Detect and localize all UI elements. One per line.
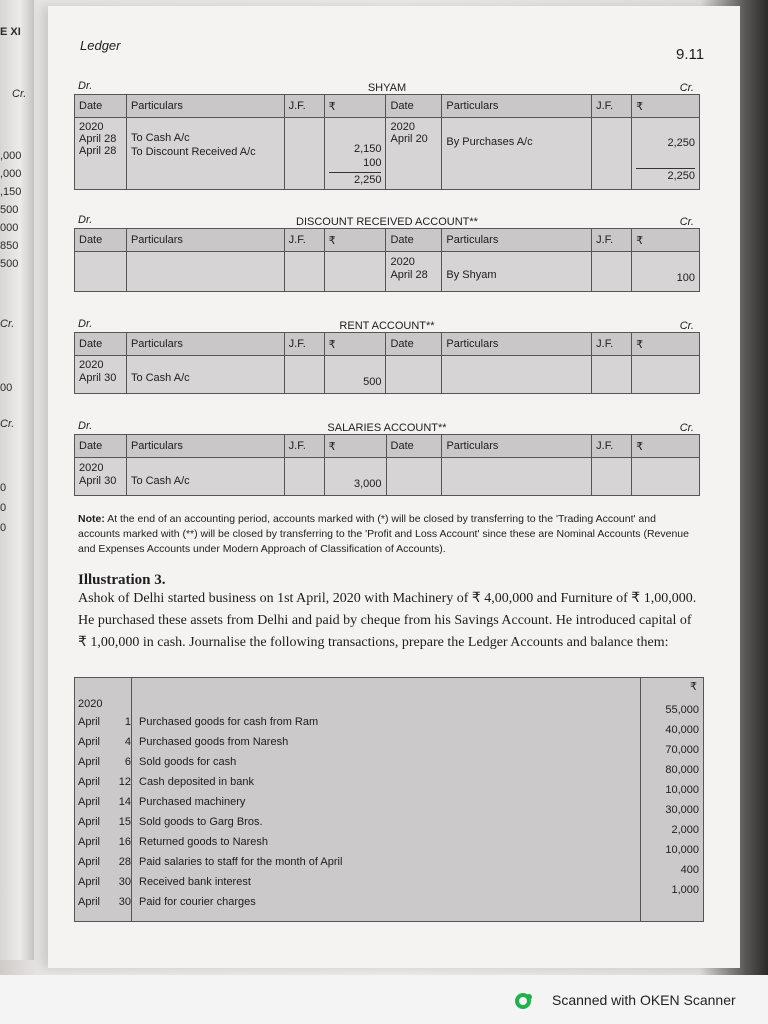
cr-label: Cr.	[679, 216, 694, 228]
transaction-month: April	[78, 896, 101, 908]
margin-text: 850	[0, 240, 19, 252]
transaction-day: 4	[124, 736, 131, 748]
col-amount: ₹	[632, 229, 700, 252]
transaction-amount: 55,000	[665, 704, 699, 716]
day: 30	[104, 475, 117, 487]
col-particulars: Particulars	[442, 95, 592, 118]
day: 28	[415, 269, 428, 281]
rupee-header: ₹	[690, 681, 697, 693]
entry-amount: 2,250	[667, 137, 695, 149]
col-amount: ₹	[632, 333, 700, 356]
transaction-particulars: Purchased machinery	[139, 796, 246, 808]
transaction-particulars: Sold goods to Garg Bros.	[139, 816, 263, 828]
margin-text: 00	[0, 382, 13, 394]
col-amount: ₹	[324, 435, 386, 458]
salaries-account	[74, 418, 700, 496]
col-jf: J.F.	[592, 229, 632, 252]
col-date: Date	[75, 95, 127, 118]
transaction-particulars: Paid salaries to staff for the month of April	[139, 856, 343, 868]
col-particulars: Particulars	[442, 229, 592, 252]
ledger-table	[74, 228, 700, 292]
year: 2020	[390, 121, 415, 133]
transaction-row	[75, 764, 703, 792]
entry-amount: 500	[363, 376, 382, 388]
col-date: Date	[75, 229, 127, 252]
account-title: RENT ACCOUNT**	[339, 320, 435, 332]
margin-text: 000	[0, 222, 19, 234]
col-jf: J.F.	[284, 435, 324, 458]
transaction-month: April	[78, 756, 101, 768]
transaction-row	[75, 784, 703, 812]
transaction-day: 16	[118, 836, 131, 848]
note-label: Note:	[78, 513, 105, 525]
col-date: Date	[386, 435, 442, 458]
transaction-month: April	[78, 836, 101, 848]
transaction-particulars: Returned goods to Naresh	[139, 836, 269, 848]
previous-page-edge	[0, 0, 34, 960]
rent-account	[74, 316, 700, 394]
transaction-day: 1	[124, 716, 131, 728]
col-particulars: Particulars	[126, 333, 284, 356]
margin-text: ,000	[0, 150, 22, 162]
transaction-month: April	[78, 776, 101, 788]
col-date: Date	[386, 95, 442, 118]
year: 2020	[79, 462, 104, 474]
year: 2020	[78, 698, 103, 710]
transaction-amount: 10,000	[665, 784, 699, 796]
month: April	[79, 133, 102, 145]
col-particulars: Particulars	[126, 435, 284, 458]
transaction-amount: 400	[680, 864, 699, 876]
entry-particulars: To Discount Received A/c	[130, 146, 256, 158]
transaction-amount: 70,000	[665, 744, 699, 756]
transaction-amount: 40,000	[665, 724, 699, 736]
transaction-particulars: Purchased goods for cash from Ram	[139, 716, 319, 728]
transaction-month: April	[78, 816, 101, 828]
ledger-table	[74, 332, 700, 394]
month: April	[79, 475, 102, 487]
margin-text: Cr.	[12, 88, 27, 100]
col-date: Date	[386, 229, 442, 252]
col-date: Date	[75, 333, 127, 356]
running-header: Ledger	[80, 38, 121, 53]
col-amount: ₹	[324, 229, 386, 252]
entry-particulars: By Shyam	[446, 269, 497, 281]
transaction-amount: 80,000	[665, 764, 699, 776]
cr-label: Cr.	[679, 320, 694, 332]
margin-text: 500	[0, 204, 19, 216]
transaction-row	[75, 844, 703, 872]
col-particulars: Particulars	[126, 229, 284, 252]
day: 20	[415, 133, 428, 145]
transaction-amount: 10,000	[665, 844, 699, 856]
transaction-particulars: Cash deposited in bank	[139, 776, 254, 788]
col-date: Date	[386, 333, 442, 356]
col-date: Date	[75, 435, 127, 458]
dr-label: Dr.	[78, 214, 93, 226]
day: 28	[104, 133, 117, 145]
margin-text: ,150	[0, 186, 22, 198]
dr-label: Dr.	[78, 80, 93, 92]
transaction-day: 6	[124, 756, 131, 768]
transaction-month: April	[78, 856, 101, 868]
col-jf: J.F.	[284, 333, 324, 356]
col-jf: J.F.	[592, 95, 632, 118]
month: April	[390, 269, 413, 281]
day: 28	[104, 145, 117, 157]
margin-text: 0	[0, 482, 7, 494]
entry-particulars: To Cash A/c	[130, 372, 190, 384]
transaction-row	[75, 744, 703, 772]
col-particulars: Particulars	[126, 95, 284, 118]
col-jf: J.F.	[284, 229, 324, 252]
transaction-day: 30	[118, 896, 131, 908]
col-amount: ₹	[324, 333, 386, 356]
margin-text: E XI	[0, 26, 21, 38]
account-title: SALARIES ACCOUNT**	[327, 422, 447, 434]
illustration-text: Ashok of Delhi started business on 1st April, 2020 with Machinery of ₹ 4,00,000 and Furniture of ₹ 1,00,000. He purchased these assets from Delhi and paid by cheque from his Savings Account. He introduced capital of ₹ 1,00,000 in cash. Journalise the following transactions, prepare the Ledger Accounts and balance them:	[78, 591, 697, 650]
transaction-day: 12	[118, 776, 131, 788]
note-text: At the end of an accounting period, accounts marked with (*) will be closed by transferring to the 'Trading Account' and accounts marked with (**) will be closed by transferring to the 'Profit and Loss Account' since these are Nominal Accounts (Revenue and Expenses Accounts under Modern Approach of Classification of Accounts).	[78, 513, 689, 555]
transaction-day: 15	[118, 816, 131, 828]
transaction-month: April	[78, 716, 101, 728]
entry-particulars: By Purchases A/c	[446, 136, 533, 148]
year: 2020	[79, 121, 104, 133]
transaction-particulars: Received bank interest	[139, 876, 251, 888]
entry-amount: 100	[676, 272, 695, 284]
month: April	[79, 372, 102, 384]
entry-particulars: To Cash A/c	[130, 132, 190, 144]
col-jf: J.F.	[592, 435, 632, 458]
margin-text: Cr.	[0, 318, 15, 330]
total-amount: 2,250	[636, 168, 695, 183]
entry-particulars: To Cash A/c	[130, 475, 190, 487]
account-title: SHYAM	[367, 82, 407, 94]
cr-label: Cr.	[679, 82, 694, 94]
transaction-particulars: Purchased goods from Naresh	[139, 736, 289, 748]
total-amount: 2,250	[329, 172, 382, 187]
year: 2020	[390, 256, 415, 268]
transaction-month: April	[78, 876, 101, 888]
scanner-watermark	[0, 975, 768, 1024]
col-particulars: Particulars	[442, 333, 592, 356]
transaction-row	[75, 864, 703, 892]
scanner-logo-dot	[526, 994, 532, 1000]
transaction-row	[75, 724, 703, 752]
dr-label: Dr.	[78, 318, 93, 330]
transaction-amount: 2,000	[671, 824, 699, 836]
illustration-title: Illustration 3.	[78, 572, 166, 588]
col-amount: ₹	[324, 95, 386, 118]
entry-amount: 3,000	[353, 478, 382, 490]
shyam-account	[74, 78, 700, 190]
account-title: DISCOUNT RECEIVED ACCOUNT**	[296, 216, 478, 228]
cr-label: Cr.	[679, 422, 694, 434]
transaction-day: 28	[118, 856, 131, 868]
discount-received-account	[74, 212, 700, 292]
scanner-text: Scanned with OKEN Scanner	[552, 992, 736, 1008]
margin-text: 500	[0, 258, 19, 270]
entry-amount: 100	[363, 157, 382, 169]
ledger-table	[74, 434, 700, 496]
transaction-month: April	[78, 736, 101, 748]
margin-text: 0	[0, 522, 7, 534]
transaction-amount: 30,000	[665, 804, 699, 816]
transaction-amount: 1,000	[671, 884, 699, 896]
col-amount: ₹	[632, 95, 700, 118]
margin-text: ,000	[0, 168, 22, 180]
transaction-month: April	[78, 796, 101, 808]
dr-label: Dr.	[78, 420, 93, 432]
transaction-day: 14	[118, 796, 131, 808]
ledger-table	[74, 94, 700, 190]
day: 30	[104, 372, 117, 384]
transaction-row	[75, 884, 703, 912]
transaction-particulars: Paid for courier charges	[139, 896, 256, 908]
margin-text: Cr.	[0, 418, 15, 430]
col-amount: ₹	[632, 435, 700, 458]
transaction-day: 30	[118, 876, 131, 888]
col-jf: J.F.	[284, 95, 324, 118]
transaction-row	[75, 824, 703, 852]
col-particulars: Particulars	[442, 435, 592, 458]
closing-note	[78, 512, 696, 557]
entry-amount: 2,150	[353, 143, 382, 155]
month: April	[79, 145, 102, 157]
margin-text: 0	[0, 502, 7, 514]
page-number: 9.11	[676, 46, 705, 63]
transaction-row	[75, 804, 703, 832]
month: April	[390, 133, 413, 145]
transactions-table	[74, 677, 704, 922]
col-jf: J.F.	[592, 333, 632, 356]
year: 2020	[79, 359, 104, 371]
transaction-particulars: Sold goods for cash	[139, 756, 237, 768]
